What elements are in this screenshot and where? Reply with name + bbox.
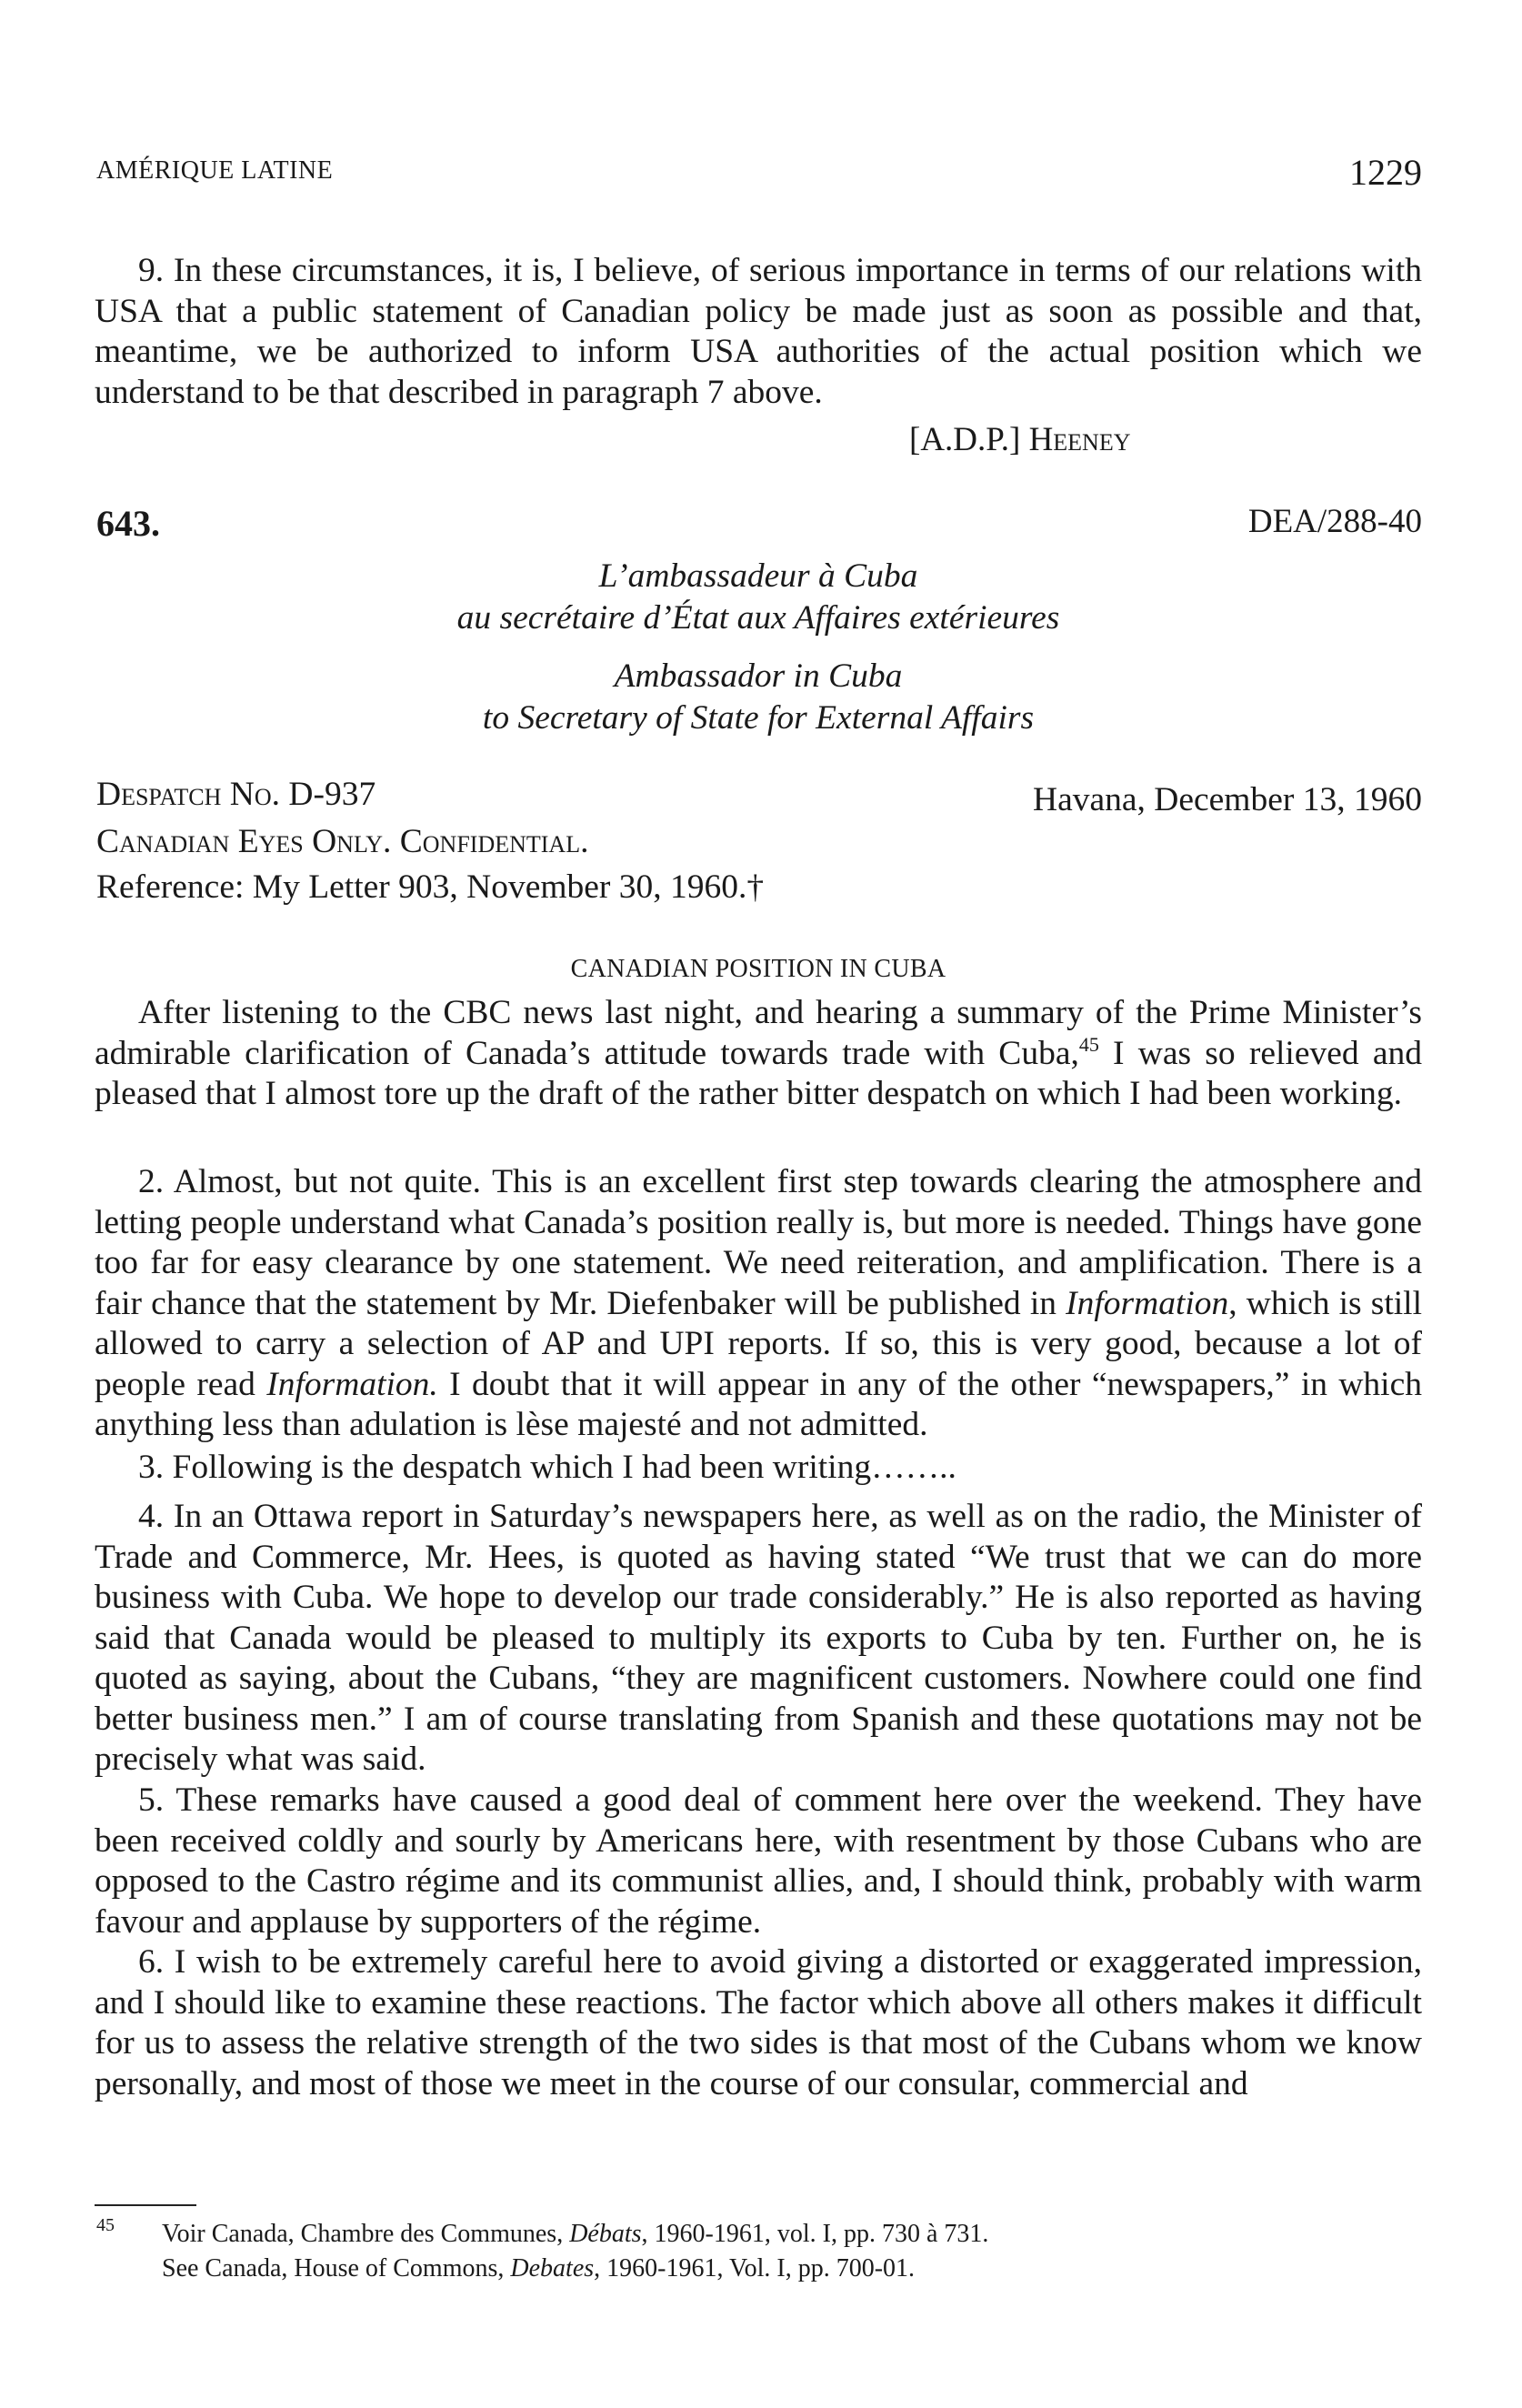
footnote-rule xyxy=(95,2204,196,2206)
archive-reference: DEA/288-40 xyxy=(1247,503,1422,540)
p2-text-c: I doubt that it will appear in any of the other “newspapers,” in which anything less than adulation is lèse majesté and not admitted. xyxy=(95,1365,1422,1443)
paragraph-9: 9. In these circumstances, it is, I believe, of serious importance in terms of our relations with USA that a public statement of Canadian policy be made just as soon as possible and that, meantime, we be authorized to inform USA authorities of the actual position which we understand to be that described in paragraph 7 above. xyxy=(95,252,1422,411)
body-paragraph-1 xyxy=(95,993,1422,1115)
p2-italic-information: Information xyxy=(1066,1284,1229,1322)
french-heading-line-1: L’ambassadeur à Cuba xyxy=(598,557,918,595)
p2-text-a: 2. Almost, but not quite. This is an excellent first step towards clearing the atmosphere and letting people understand what Canada’s position really is, but more is needed. Things have gone too far for easy clearance by one statement. We need reiteration, and amplification. There is a fair chance that the statement by Mr. Diefenbaker will be published in xyxy=(95,1163,1422,1322)
footnote-french-text-b: , 1960-1961, vol. I, pp. 730 à 731. xyxy=(641,2220,989,2248)
p1-text-before-note: After listening to the CBC news last night, and hearing a summary of the Prime Minister’s admirable clarification of Canada’s attitude towards trade with Cuba, xyxy=(95,994,1422,1072)
signature-name: Heeney xyxy=(1028,421,1131,458)
footnote-mark: 45 xyxy=(96,2215,115,2235)
p1-text-after-note: I was so relieved and pleased that I almost tore up the draft of the rather bitter despatch on which I had been working. xyxy=(95,1034,1422,1112)
footnote-english-text-a: See Canada, House of Commons, xyxy=(162,2254,511,2283)
place-and-date: Havana, December 13, 1960 xyxy=(1033,781,1422,818)
p2-italic-information-2: Information. xyxy=(266,1365,438,1403)
footnote-english-italic: Debates xyxy=(510,2254,595,2283)
reference-line: Reference: My Letter 903, November 30, 1960.† xyxy=(96,868,765,906)
p2-text-b: , which is still allowed to carry a selection of AP and UPI reports. If so, this is very good, because a lot of people read xyxy=(95,1284,1422,1403)
classification: Canadian Eyes Only. Confidential. xyxy=(96,823,589,860)
footnote-french-text-a: Voir Canada, Chambre des Communes, xyxy=(162,2220,570,2248)
signature xyxy=(909,420,1130,459)
body-paragraph-6: 6. I wish to be extremely careful here to avoid giving a distorted or exaggerated impression, and I should like to examine these reactions. The factor which above all others makes it difficult for us to assess the relative strength of the two sides is that most of the Cubans whom we know personally, and most of those we meet in the course of our consular, commercial and xyxy=(95,1943,1422,2102)
english-heading-line-1: Ambassador in Cuba xyxy=(614,657,903,695)
signature-initials: [A.D.P.] xyxy=(909,421,1021,458)
footnote-french xyxy=(162,2219,988,2250)
body-paragraph-4: 4. In an Ottawa report in Saturday’s newspapers here, as well as on the radio, the Minister of Trade and Commerce, Mr. Hees, is quoted as having stated “We trust that we can do more business with Cuba. We hope to develop our trade considerably.” He is also reported as having said that Canada would be pleased to multiply its exports to Cuba by ten. Further on, he is quoted as saying, about the Cubans, “they are magnificent customers. Nowhere could one find better business men.” I am of course translating from Spanish and these quotations may not be precisely what was said. xyxy=(95,1498,1422,1778)
english-heading-line-2: to Secretary of State for External Affairs xyxy=(482,699,1035,737)
running-header-section: AMÉRIQUE LATINE xyxy=(96,156,334,185)
page-number: 1229 xyxy=(1349,152,1422,193)
document-number: 643. xyxy=(96,503,160,544)
despatch-title: CANADIAN POSITION IN CUBA xyxy=(570,955,946,983)
footnote-reference: 45 xyxy=(1078,1032,1099,1056)
footnote-french-italic: Débats xyxy=(569,2220,642,2248)
french-heading-line-2: au secrétaire d’État aux Affaires extérieures xyxy=(456,599,1060,637)
footnote-english-text-b: , 1960-1961, Vol. I, pp. 700-01. xyxy=(594,2254,916,2283)
despatch-number: Despatch No. D-937 xyxy=(96,776,376,813)
body-paragraph-5: 5. These remarks have caused a good deal of comment here over the weekend. They have been received coldly and sourly by Americans here, with resentment by those Cubans who are opposed to the Castro régime and its communist allies, and, I should think, probably with warm favour and applause by supporters of the régime. xyxy=(95,1781,1422,1941)
footnote-english xyxy=(162,2253,915,2284)
body-paragraph-3: 3. Following is the despatch which I had been writing…….. xyxy=(138,1449,956,1486)
body-paragraph-2 xyxy=(95,1162,1422,1446)
